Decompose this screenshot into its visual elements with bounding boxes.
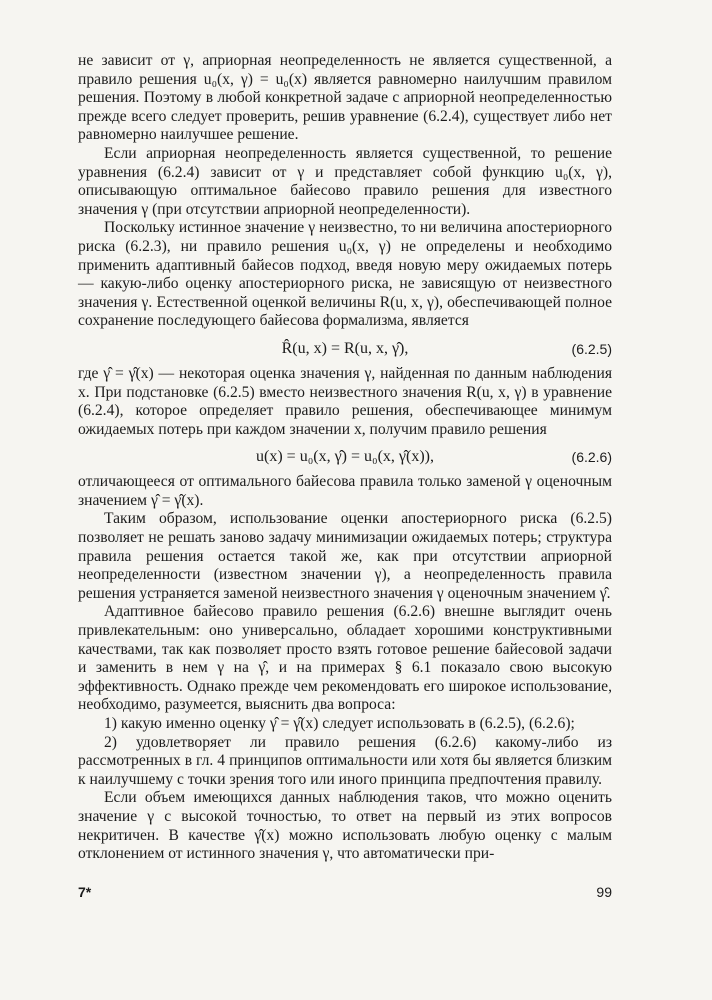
paragraph-5: отличающееся от оптимального байесова правила только заменой γ оценочным значением γ̂ = γ̂(x).: [78, 473, 612, 509]
equation-number: (6.2.6): [571, 449, 612, 466]
paragraph-6: Таким образом, использование оценки апостериорного риска (6.2.5) позволяет не решать заново задачу минимизации ожидаемых потерь; структура правила решения остается такой же, как при отсутствии априорной неопределенности (известном значении γ), а неопределенность правила решения устраняется заменой неизвестного значения γ оценочным значением γ̂.: [78, 510, 612, 602]
paragraph-10: Если объем имеющихся данных наблюдения таков, что можно оценить значение γ с высокой точностью, то ответ на первый из этих вопросов некритичен. В качестве γ̂(x) можно использовать любую оценку с малым отклонением от истинного значения γ, что автоматически при-: [78, 789, 612, 863]
paragraph-2: Если априорная неопределенность является существенной, то решение уравнения (6.2.4) зависит от γ и представляет собой функцию u₀(x, γ), описывающую оптимальное байесово правило решения для известного значения γ (при отсутствии априорной неопределенности).: [78, 144, 612, 218]
signature-mark: 7*: [78, 884, 92, 900]
list-item-1: 1) какую именно оценку γ̂ = γ̂(x) следует использовать в (6.2.5), (6.2.6);: [104, 715, 575, 732]
formula-6-2-6: [78, 443, 612, 471]
paragraph-1: не зависит от γ, априорная неопределенность не является существенной, а правило решения u₀(x, γ) = u₀(x) является равномерно наилучшим правилом решения. Поэтому в любой конкретной задаче с априорной неопределенностью прежде всего следует проверить, решив уравнение (6.2.4), существует либо нет равномерно наилучшее решение.: [78, 52, 612, 144]
paragraph-4: где γ̂ = γ̂(x) — некоторая оценка значения γ, найденная по данным наблюдения x. При подстановке (6.2.5) вместо неизвестного значения R(u, x, γ) в уравнение (6.2.4), которое определяет правило решения, обеспечивающее минимум ожидаемых потерь при каждом значении x, получим правило решения: [78, 364, 612, 438]
paragraph-3: Поскольку истинное значение γ неизвестно, то ни величина апостериорного риска (6.2.3), ни правило решения u₀(x, γ) не определены и необходимо применить адаптивный байесов подход, введя новую меру ожидаемых потерь — какую-либо оценку апостериорного риска, не зависящую от неизвестного значения γ. Естественной оценкой величины R(u, x, γ), обеспечивающей полное сохранение последующего байесова формализма, является: [78, 219, 612, 330]
list-item-2: 2) удовлетворяет ли правило решения (6.2.6) какому-либо из рассмотренных в гл. 4 принципов оптимальности или хотя бы является близким к наилучшему с точки зрения того или иного принципа предпочтения правилу.: [78, 733, 612, 788]
page-number: 99: [596, 884, 612, 900]
formula-6-2-5: [78, 335, 612, 363]
equation-number: (6.2.5): [571, 340, 612, 357]
paragraph-7: Адаптивное байесово правило решения (6.2.6) внешне выглядит очень привлекательным: оно универсально, обладает хорошими конструктивными качествами, так как позволяет просто взять готовое решение байесовой задачи и заменить в нем γ на γ̂, и на примерах § 6.1 показало свою высокую эффективность. Однако прежде чем рекомендовать его широкое использование, необходимо, разумеется, выяснить два вопроса:: [78, 603, 612, 714]
formula-expression: u(x) = u₀(x, γ̂) = u₀(x, γ̂(x)),: [256, 448, 434, 466]
text-column: [78, 52, 612, 864]
formula-expression: R̂(u, x) = R(u, x, γ̂),: [281, 339, 409, 357]
